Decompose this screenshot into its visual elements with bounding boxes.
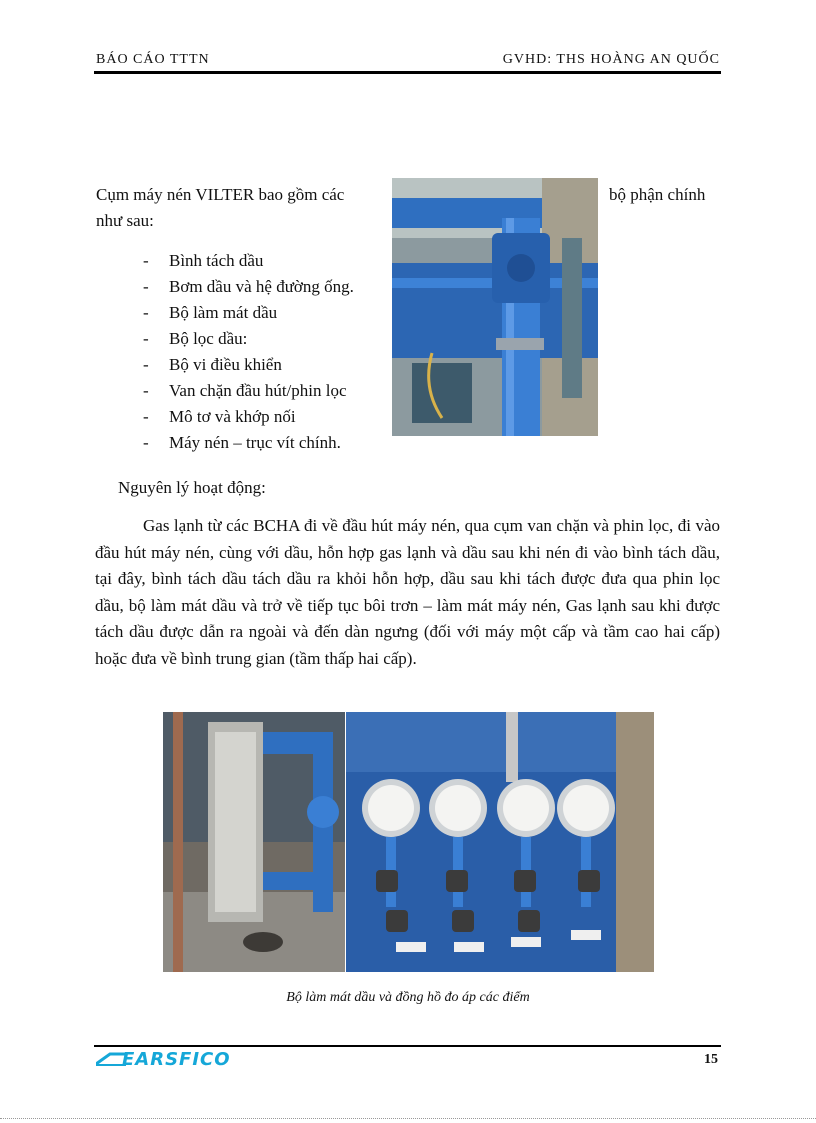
operation-paragraph: Gas lạnh từ các BCHA đi về đầu hút máy nén, qua cụm van chặn và phin lọc, đi vào đầu hút máy nén, cùng với dầu, hỗn hợp gas lạnh và dầu sau khi nén đi vào bình tách dầu, tại đây, bình tách dầu tách dầu ra khỏi hỗn hợp, dầu sau khi tách được đưa qua phin lọc dầu, bộ làm mát dầu và trở về tiếp tục bôi trơn – làm mát máy nén, Gas lạnh sau khi được tách dầu được dẫn ra ngoài và đến dàn ngưng (đối với máy một cấp và tầm cao hai cấp) hoặc đưa về bình trung gian (tầm thấp hai cấp). [95,516,720,668]
bullet-marker: - [143,381,149,400]
bullet-marker: - [143,407,149,426]
list-item [143,404,354,430]
list-item [143,430,354,456]
bullet-marker: - [143,329,149,348]
section-heading: Nguyên lý hoạt động: [118,478,266,497]
list-item-text: Bộ lọc dầu: [169,329,248,348]
bullet-marker: - [143,303,149,322]
list-item-text: Bình tách dầu [169,251,264,270]
intro-text-end: như sau: [96,211,154,230]
header-divider [94,71,721,74]
intro-text-continued: bộ phận chính [609,185,706,204]
oil-cooler-photo [163,712,345,972]
bullet-marker: - [143,355,149,374]
bullet-marker: - [143,433,149,452]
bullet-marker: - [143,277,149,296]
list-item-text: Bộ vi điều khiển [169,355,282,374]
compressor-photo [392,178,598,436]
list-item [143,352,354,378]
list-item-text: Bơm dầu và hệ đường ống. [169,277,354,296]
figure-caption: Bộ làm mát dầu và đồng hồ đo áp các điểm [286,990,530,1005]
footer-divider [94,1045,721,1047]
list-item-text: Van chặn đầu hút/phin lọc [169,381,347,400]
list-item-text: Máy nén – trục vít chính. [169,433,341,452]
bullet-marker: - [143,251,149,270]
list-item [143,248,354,274]
list-item-text: Mô tơ và khớp nối [169,407,296,426]
pressure-gauges-photo [346,712,654,972]
list-item [143,378,354,404]
header-advisor: GVHD: THS HOÀNG AN QUỐC [502,52,720,67]
list-item [143,300,354,326]
list-item [143,326,354,352]
page-number: 15 [704,1052,718,1067]
list-item [143,274,354,300]
header-report-title: BÁO CÁO TTTN [96,52,210,67]
page-bottom-border [0,1118,816,1119]
company-logo-text: EARSFICO [122,1049,231,1070]
component-list [143,248,354,456]
intro-text-start: Cụm máy nén VILTER bao gồm các [96,185,345,204]
list-item-text: Bộ làm mát dầu [169,303,278,322]
